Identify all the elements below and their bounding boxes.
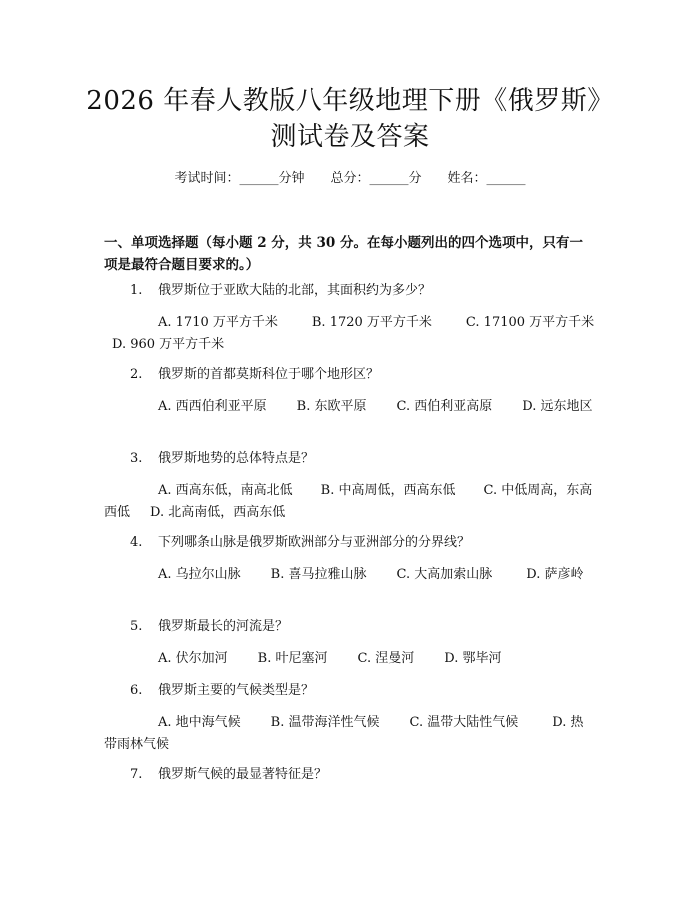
option-c[interactable]: C. 西伯利亚高原: [396, 399, 493, 414]
question-options: [104, 396, 596, 418]
option-a[interactable]: A. 伏尔加河: [158, 651, 228, 666]
option-b[interactable]: B. 东欧平原: [296, 399, 367, 414]
question-stem: 俄罗斯位于亚欧大陆的北部，其面积约为多少？: [158, 283, 432, 298]
page-title-line-1: 2026 年春人教版八年级地理下册《俄罗斯》: [86, 86, 614, 116]
option-a[interactable]: A. 乌拉尔山脉: [158, 567, 241, 582]
option-d[interactable]: D. 鄂毕河: [444, 651, 502, 666]
exam-score: 总分：______分: [330, 171, 422, 186]
question-options: [104, 480, 596, 524]
section-heading: 一、单项选择题（每小题 2 分，共 30 分。在每小题列出的四个选项中，只有一项是最符合题目要求的。）: [104, 235, 583, 273]
question-stem: 俄罗斯的首都莫斯科位于哪个地形区？: [158, 367, 380, 382]
option-b[interactable]: B. 中高周低，西高东低: [320, 483, 456, 498]
option-c[interactable]: C. 温带大陆性气候: [409, 715, 519, 730]
question-number: 2.: [130, 367, 143, 382]
option-b[interactable]: B. 温带海洋性气候: [270, 715, 380, 730]
question-number: 3.: [130, 451, 143, 466]
question-stem: 下列哪条山脉是俄罗斯欧洲部分与亚洲部分的分界线？: [158, 535, 471, 550]
option-d[interactable]: D. 萨彦岭: [526, 567, 584, 582]
question-stem: 俄罗斯地势的总体特点是？: [158, 451, 315, 466]
option-b[interactable]: B. 叶尼塞河: [257, 651, 328, 666]
option-b[interactable]: B. 1720 万平方千米: [311, 315, 432, 330]
exam-time: 考试时间：______分钟: [174, 171, 305, 186]
option-d[interactable]: D. 远东地区: [522, 399, 593, 414]
option-c[interactable]: C. 中低周高，东高西低: [104, 483, 593, 520]
question-stem: 俄罗斯气候的最显著特征是？: [158, 767, 328, 782]
exam-meta: [0, 170, 700, 188]
question-number: 7.: [130, 767, 143, 782]
student-name: 姓名：______: [447, 171, 526, 186]
question-options: [104, 648, 596, 670]
option-a[interactable]: A. 西高东低，南高北低: [158, 483, 293, 498]
question-number: 5.: [130, 619, 143, 634]
option-c[interactable]: C. 17100 万平方千米: [465, 315, 595, 330]
question-number: 1.: [130, 283, 143, 298]
option-d[interactable]: D. 北高南低，西高东低: [150, 505, 286, 520]
question-options: [104, 712, 596, 756]
question-options: [104, 312, 596, 356]
option-d[interactable]: D. 960 万平方千米: [112, 337, 225, 352]
option-a[interactable]: A. 1710 万平方千米: [158, 315, 278, 330]
option-c[interactable]: C. 涅曼河: [357, 651, 415, 666]
option-c[interactable]: C. 大高加索山脉: [396, 567, 493, 582]
option-d[interactable]: D. 热带雨林气候: [104, 715, 584, 752]
question-stem: 俄罗斯最长的河流是？: [158, 619, 289, 634]
option-b[interactable]: B. 喜马拉雅山脉: [270, 567, 367, 582]
question-options: [104, 564, 596, 586]
option-a[interactable]: A. 西西伯利亚平原: [158, 399, 267, 414]
question-number: 4.: [130, 535, 143, 550]
option-a[interactable]: A. 地中海气候: [158, 715, 241, 730]
question-number: 6.: [130, 683, 143, 698]
question-stem: 俄罗斯主要的气候类型是？: [158, 683, 315, 698]
page-title-line-2: 测试卷及答案: [270, 122, 430, 152]
